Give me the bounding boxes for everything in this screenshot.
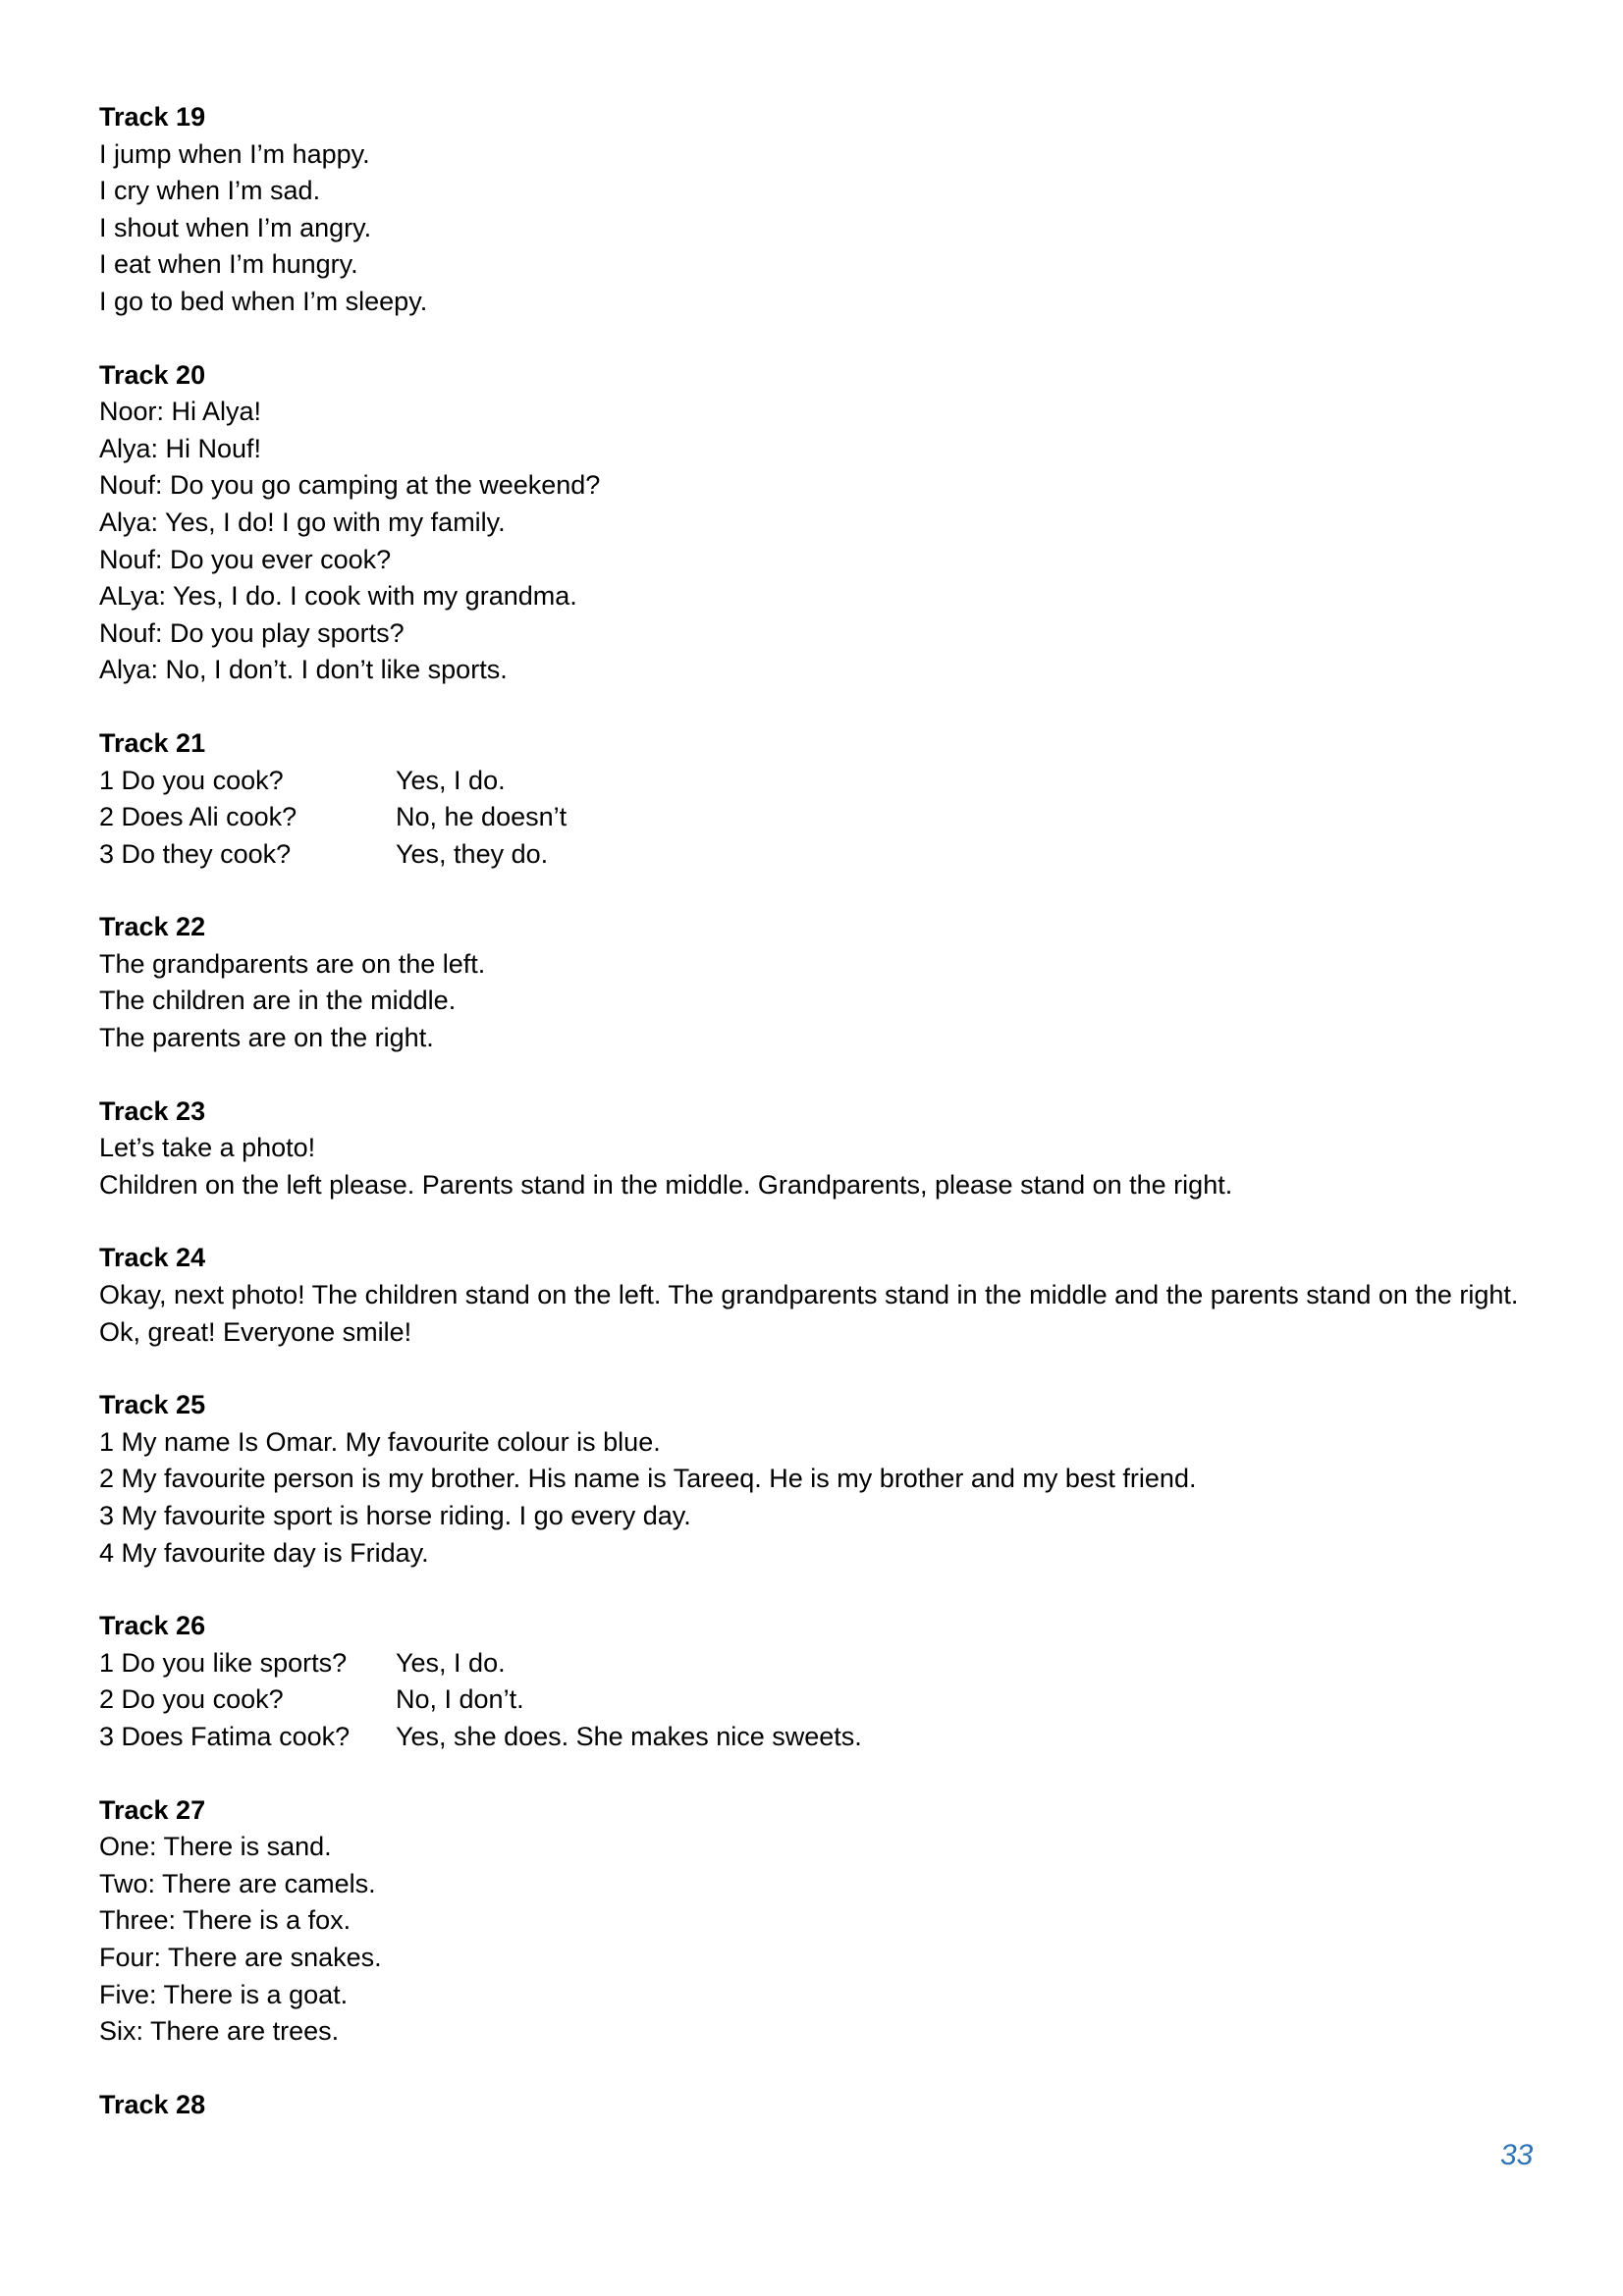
question-text: 2 Do you cook? <box>99 1684 284 1715</box>
transcript-line: I cry when I’m sad. <box>99 176 321 206</box>
transcript-line: 3 My favourite sport is horse riding. I go every day. <box>99 1501 691 1530</box>
answer-text: Yes, they do. <box>396 838 549 869</box>
track-21 <box>99 725 1533 873</box>
question-text: 3 Do they cook? <box>99 838 292 869</box>
dialogue-line: Alya: Yes, I do! I go with my family. <box>99 507 506 537</box>
transcript-line: Two: There are camels. <box>99 1868 376 1898</box>
track-title: Track 20 <box>99 359 206 390</box>
answer-text: No, I don’t. <box>396 1684 524 1715</box>
track-20 <box>99 357 1533 689</box>
page-number: 33 <box>1500 2139 1534 2171</box>
track-27 <box>99 1792 1533 2051</box>
answer-text: No, he doesn’t <box>396 802 568 832</box>
dialogue-line: Alya: Hi Nouf! <box>99 433 262 463</box>
track-title: Track 22 <box>99 912 206 942</box>
transcript-line: 4 My favourite day is Friday. <box>99 1537 429 1568</box>
track-title: Track 19 <box>99 102 206 132</box>
track-25 <box>99 1387 1533 1572</box>
dialogue-line: Nouf: Do you play sports? <box>99 617 405 648</box>
qa-row <box>99 836 1533 874</box>
track-23 <box>99 1094 1533 1204</box>
transcript-line: The parents are on the right. <box>99 1023 434 1053</box>
qa-row <box>99 799 1533 836</box>
transcript-line: One: There is sand. <box>99 1832 332 1862</box>
dialogue-line: ALya: Yes, I do. I cook with my grandma. <box>99 581 577 612</box>
transcript-line: I shout when I’m angry. <box>99 212 372 242</box>
question-text: 1 Do you like sports? <box>99 1647 348 1678</box>
qa-row <box>99 1682 1533 1719</box>
dialogue-line: Nouf: Do you go camping at the weekend? <box>99 470 601 501</box>
track-24 <box>99 1240 1533 1351</box>
answer-text: Yes, she does. She makes nice sweets. <box>396 1721 862 1751</box>
track-title: Track 25 <box>99 1390 206 1420</box>
track-26 <box>99 1608 1533 1755</box>
transcript-line: I go to bed when I’m sleepy. <box>99 286 428 316</box>
answer-text: Yes, I do. <box>396 1647 506 1678</box>
transcript-line: 1 My name Is Omar. My favourite colour is blue. <box>99 1426 661 1457</box>
transcript-line: Four: There are snakes. <box>99 1942 382 1972</box>
qa-row <box>99 1719 1533 1756</box>
transcript-line: I eat when I’m hungry. <box>99 249 358 280</box>
track-22 <box>99 909 1533 1056</box>
track-19 <box>99 99 1533 321</box>
track-title: Track 23 <box>99 1095 206 1126</box>
answer-text: Yes, I do. <box>396 765 506 795</box>
question-text: 1 Do you cook? <box>99 765 284 795</box>
track-title: Track 27 <box>99 1794 206 1825</box>
transcript-line: Let’s take a photo! <box>99 1133 316 1163</box>
qa-row <box>99 763 1533 800</box>
transcript-line: 2 My favourite person is my brother. His name is Tareeq. He is my brother and my best friend. <box>99 1464 1197 1494</box>
track-title: Track 21 <box>99 727 206 758</box>
track-title: Track 28 <box>99 2089 206 2119</box>
dialogue-line: Alya: No, I don’t. I don’t like sports. <box>99 655 508 685</box>
transcript-line: Six: There are trees. <box>99 2016 340 2047</box>
transcript-paragraph: Okay, next photo! The children stand on the left. The grandparents stand in the middle and the parents stand on the right. Ok, great! Everyone smile! <box>99 1280 1519 1347</box>
document-page <box>99 99 1533 2160</box>
track-title: Track 26 <box>99 1611 206 1641</box>
transcript-line: Three: There is a fox. <box>99 1905 352 1936</box>
question-text: 3 Does Fatima cook? <box>99 1721 351 1751</box>
transcript-line: Children on the left please. Parents stand in the middle. Grandparents, please stand on the right. <box>99 1169 1233 1200</box>
track-title: Track 24 <box>99 1243 206 1273</box>
question-text: 2 Does Ali cook? <box>99 802 298 832</box>
transcript-line: The grandparents are on the left. <box>99 948 486 979</box>
dialogue-line: Nouf: Do you ever cook? <box>99 544 392 574</box>
qa-row <box>99 1645 1533 1682</box>
track-28 <box>99 2087 1533 2124</box>
transcript-line: I jump when I’m happy. <box>99 138 370 169</box>
transcript-line: The children are in the middle. <box>99 986 457 1016</box>
dialogue-line: Noor: Hi Alya! <box>99 397 262 427</box>
transcript-line: Five: There is a goat. <box>99 1979 349 2009</box>
